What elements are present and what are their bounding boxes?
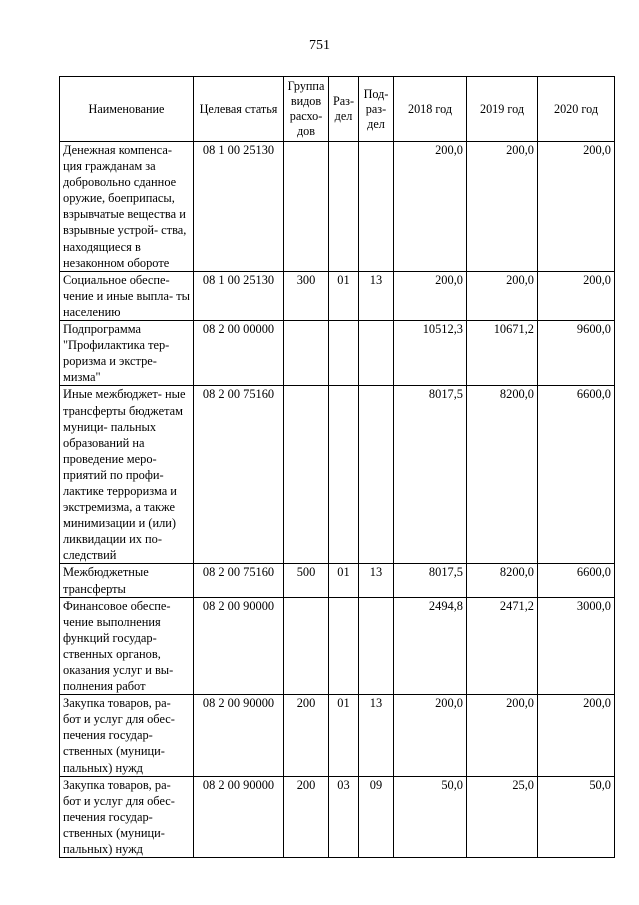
table-row — [60, 321, 615, 386]
cell-2018: 8017,5 — [394, 386, 467, 564]
table-row — [60, 564, 615, 597]
cell-2020: 6600,0 — [538, 386, 615, 564]
cell-2020: 200,0 — [538, 271, 615, 320]
cell-target-article: 08 2 00 90000 — [194, 597, 284, 695]
cell-subsection — [359, 321, 394, 386]
cell-2020: 3000,0 — [538, 597, 615, 695]
cell-2019: 10671,2 — [467, 321, 538, 386]
cell-expense-group: 500 — [284, 564, 329, 597]
cell-target-article: 08 2 00 75160 — [194, 386, 284, 564]
cell-2019: 25,0 — [467, 776, 538, 857]
header-section: Раз- дел — [329, 77, 359, 142]
cell-section: 01 — [329, 564, 359, 597]
cell-2018: 2494,8 — [394, 597, 467, 695]
cell-expense-group — [284, 597, 329, 695]
table-body — [60, 142, 615, 858]
cell-expense-group: 300 — [284, 271, 329, 320]
cell-2019: 8200,0 — [467, 564, 538, 597]
cell-section — [329, 597, 359, 695]
cell-section — [329, 386, 359, 564]
cell-target-article: 08 2 00 75160 — [194, 564, 284, 597]
cell-expense-group: 200 — [284, 695, 329, 776]
cell-expense-group — [284, 321, 329, 386]
cell-name: Финансовое обеспе- чение выполнения функций государ- ственных органов, оказания услуг и вы- полнения работ — [60, 597, 194, 695]
cell-2018: 200,0 — [394, 271, 467, 320]
table-row — [60, 142, 615, 272]
cell-name: Денежная компенса- ция гражданам за добровольно сданное оружие, боеприпасы, взрывчатые вещества и взрывные устрой- ства, находящиеся в незаконном обороте — [60, 142, 194, 272]
cell-name: Социальное обеспе- чение и иные выпла- ты населению — [60, 271, 194, 320]
cell-2019: 200,0 — [467, 142, 538, 272]
cell-2020: 6600,0 — [538, 564, 615, 597]
cell-section — [329, 321, 359, 386]
cell-name: Закупка товаров, ра- бот и услуг для обес- печения государ- ственных (муници- пальных) нужд — [60, 695, 194, 776]
cell-2018: 10512,3 — [394, 321, 467, 386]
table-row — [60, 695, 615, 776]
cell-name: Закупка товаров, ра- бот и услуг для обес- печения государ- ственных (муници- пальных) нужд — [60, 776, 194, 857]
page-number: 751 — [309, 38, 330, 53]
header-subsection: Под- раз- дел — [359, 77, 394, 142]
cell-2020: 50,0 — [538, 776, 615, 857]
cell-section — [329, 142, 359, 272]
table-row — [60, 271, 615, 320]
cell-2018: 8017,5 — [394, 564, 467, 597]
cell-2020: 200,0 — [538, 142, 615, 272]
cell-2019: 200,0 — [467, 271, 538, 320]
cell-subsection: 13 — [359, 564, 394, 597]
cell-subsection — [359, 597, 394, 695]
cell-section: 03 — [329, 776, 359, 857]
cell-target-article: 08 1 00 25130 — [194, 142, 284, 272]
cell-section: 01 — [329, 271, 359, 320]
cell-2019: 200,0 — [467, 695, 538, 776]
table-row — [60, 776, 615, 857]
header-target-article: Целевая статья — [194, 77, 284, 142]
cell-target-article: 08 1 00 25130 — [194, 271, 284, 320]
cell-section: 01 — [329, 695, 359, 776]
cell-2020: 200,0 — [538, 695, 615, 776]
cell-target-article: 08 2 00 90000 — [194, 776, 284, 857]
cell-target-article: 08 2 00 00000 — [194, 321, 284, 386]
cell-2020: 9600,0 — [538, 321, 615, 386]
cell-subsection: 13 — [359, 695, 394, 776]
cell-expense-group — [284, 142, 329, 272]
cell-2018: 50,0 — [394, 776, 467, 857]
cell-subsection — [359, 386, 394, 564]
cell-subsection — [359, 142, 394, 272]
cell-name: Иные межбюджет- ные трансферты бюджетам муници- пальных образований на проведение меро- приятий по профи- лактике терроризма и экстремизма, а также минимизации и (или) ликвидации их по- следствий — [60, 386, 194, 564]
header-name: Наименование — [60, 77, 194, 142]
header-expense-group: Группа видов расхо- дов — [284, 77, 329, 142]
cell-target-article: 08 2 00 90000 — [194, 695, 284, 776]
cell-name: Подпрограмма "Профилактика тер- роризма и экстре- мизма" — [60, 321, 194, 386]
header-row — [60, 77, 615, 142]
cell-expense-group — [284, 386, 329, 564]
cell-subsection: 09 — [359, 776, 394, 857]
cell-2018: 200,0 — [394, 142, 467, 272]
budget-table — [59, 76, 615, 858]
cell-2019: 8200,0 — [467, 386, 538, 564]
cell-name: Межбюджетные трансферты — [60, 564, 194, 597]
header-2019: 2019 год — [467, 77, 538, 142]
cell-2019: 2471,2 — [467, 597, 538, 695]
cell-subsection: 13 — [359, 271, 394, 320]
table-row — [60, 597, 615, 695]
table-row — [60, 386, 615, 564]
header-2018: 2018 год — [394, 77, 467, 142]
cell-expense-group: 200 — [284, 776, 329, 857]
header-2020: 2020 год — [538, 77, 615, 142]
cell-2018: 200,0 — [394, 695, 467, 776]
